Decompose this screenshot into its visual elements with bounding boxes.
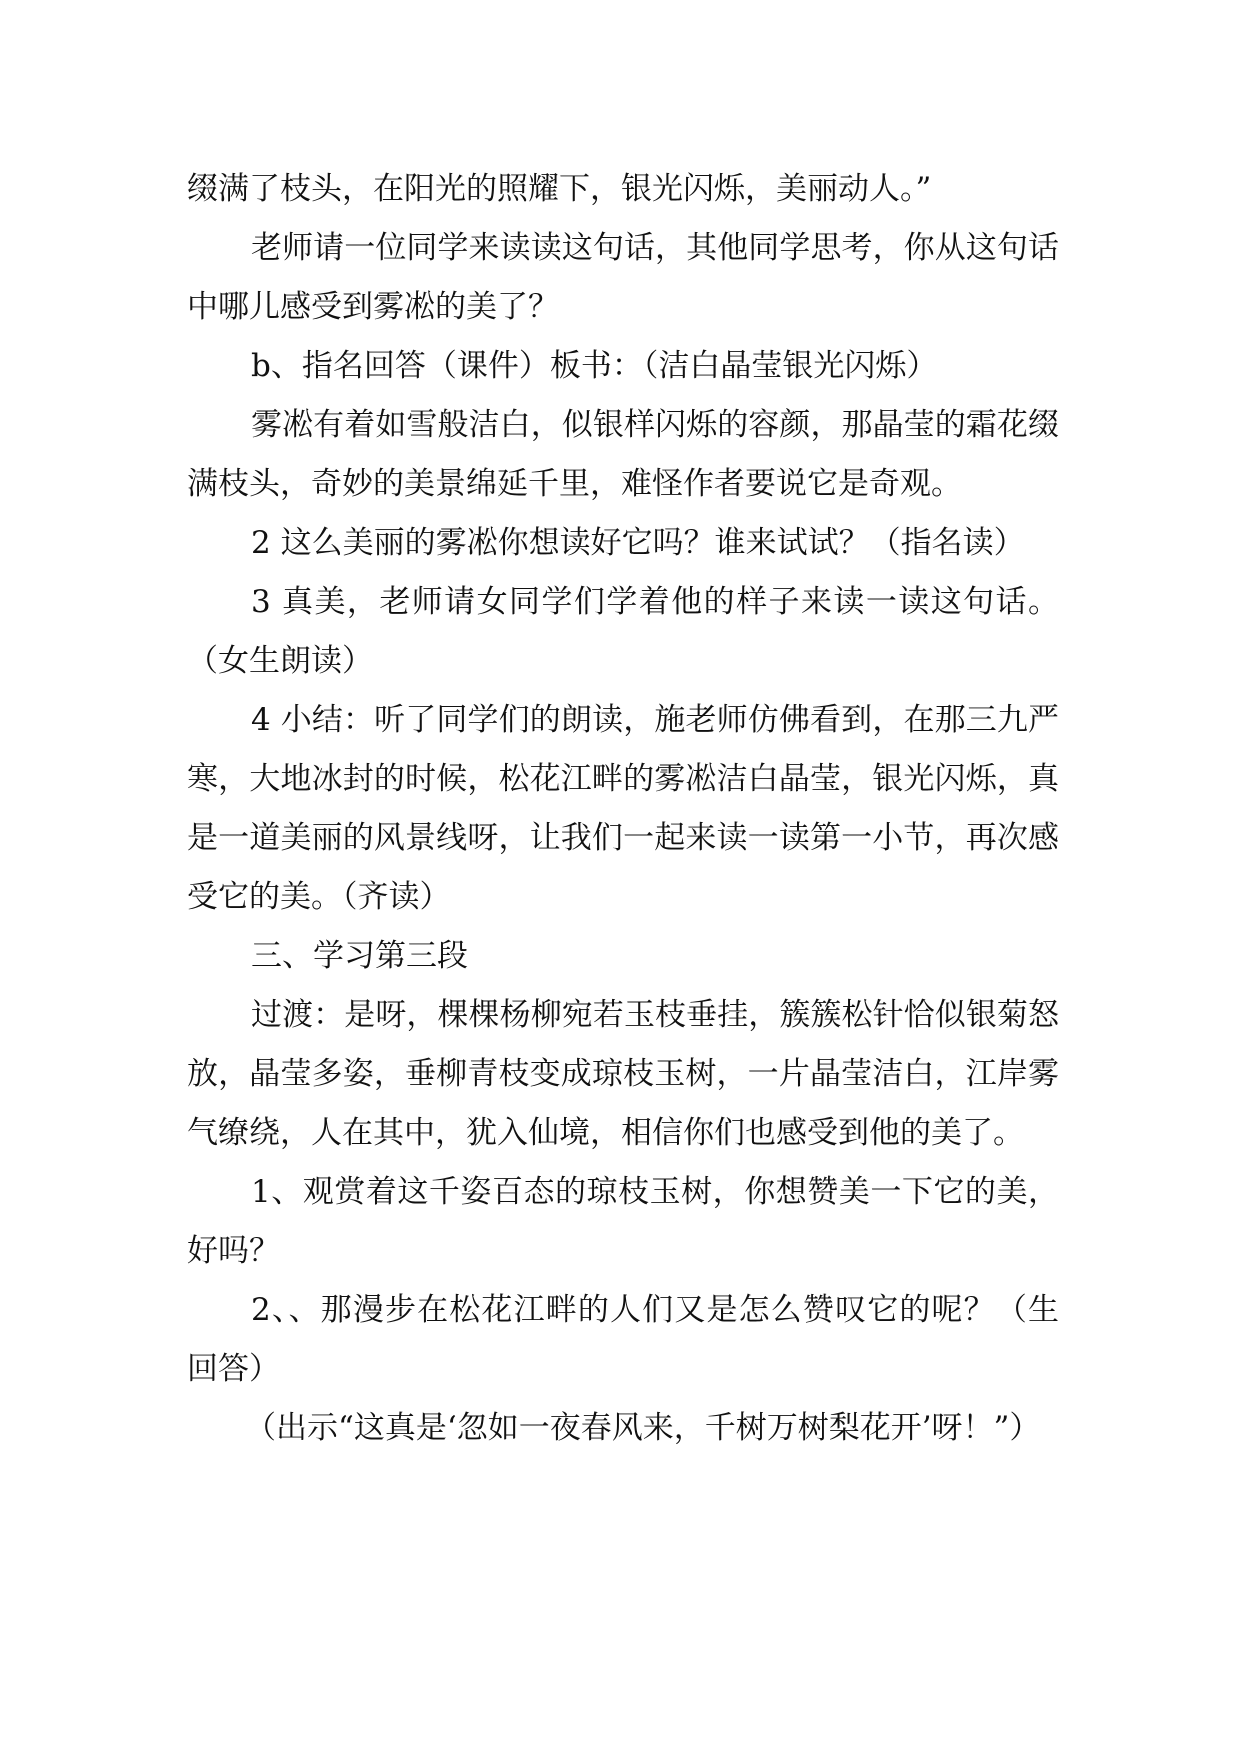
paragraph-8: 过渡：是呀，棵棵杨柳宛若玉枝垂挂，簇簇松针恰似银菊怒放，晶莹多姿，垂柳青枝变成琼枝玉树，一片晶莹洁白，江岸雾气缭绕，人在其中，犹入仙境，相信你们也感受到他的美了。 [187,997,1059,1151]
paragraph-4: 雾凇有着如雪般洁白，似银样闪烁的容颜，那晶莹的霜花缀满枝头，奇妙的美景绵延千里，难怪作者要说它是奇观。 [187,407,1059,502]
document-body [187,160,1059,1458]
paragraph-5: 2 这么美丽的雾凇你想读好它吗？谁来试试？（指名读） [251,525,1025,561]
paragraph-2: 老师请一位同学来读读这句话，其他同学思考，你从这句话中哪儿感受到雾凇的美了？ [187,230,1059,325]
paragraph-11: （出示“这真是‘忽如一夜春风来，千树万树梨花开’呀！”） [245,1410,1041,1446]
paragraph-7: 4 小结：听了同学们的朗读，施老师仿佛看到，在那三九严寒，大地冰封的时候，松花江畔的雾凇洁白晶莹，银光闪烁，真是一道美丽的风景线呀，让我们一起来读一读第一小节，再次感受它的美。（齐读） [187,702,1059,915]
section-heading: 三、学习第三段 [251,938,468,974]
paragraph-10: 2、、那漫步在松花江畔的人们又是怎么赞叹它的呢？（生回答） [187,1292,1059,1387]
paragraph-9: 1、观赏着这千姿百态的琼枝玉树，你想赞美一下它的美，好吗？ [187,1174,1059,1269]
paragraph-3: b、指名回答（课件）板书：（洁白晶莹银光闪烁） [251,348,938,384]
paragraph-1: 缀满了枝头，在阳光的照耀下，银光闪烁，美丽动人。” [187,171,932,207]
paragraph-6: 3 真美，老师请女同学们学着他的样子来读一读这句话。（女生朗读） [187,584,1059,679]
